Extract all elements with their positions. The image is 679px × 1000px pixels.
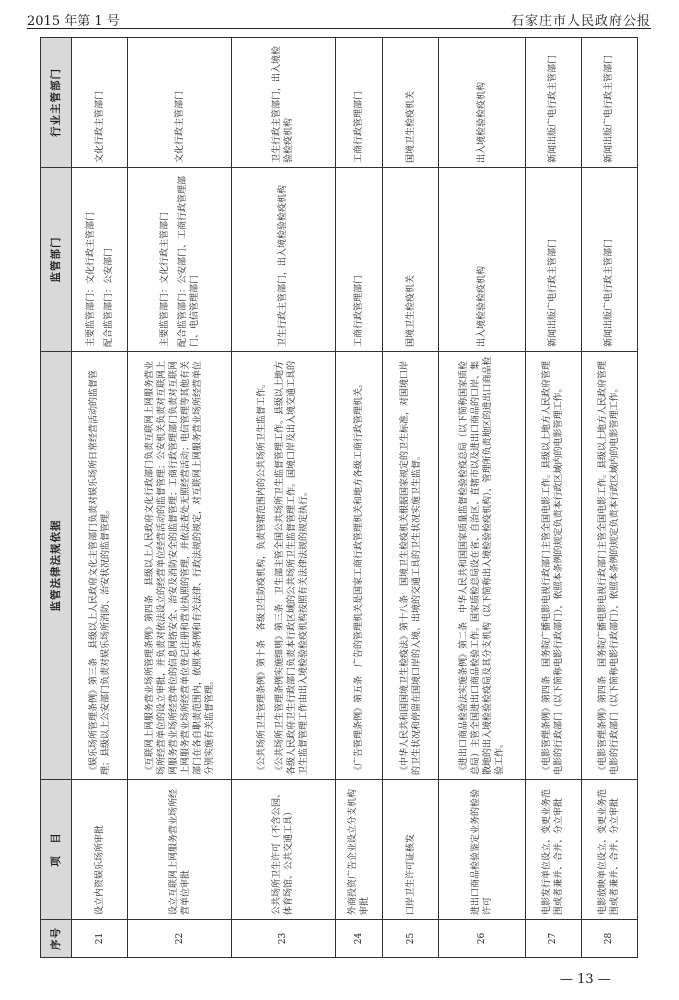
issue-label: 2015 年第 1 号 bbox=[27, 14, 120, 29]
row-item: 设立内资娱乐场所审批 bbox=[72, 780, 128, 920]
dept-line: 新闻出版广电行政主管部门 bbox=[548, 238, 559, 347]
col-header-industry: 行业主管部门 bbox=[41, 38, 72, 168]
col-header-no: 序号 bbox=[41, 920, 72, 958]
table-row bbox=[335, 38, 383, 958]
basis-paragraph: 《进出口商品检验法实施条例》第二条 中华人民共和国国家质量监督检验检疫总局（以下简称国家质检总局）主管全国进出口商品检验工作。国家质检总局设在省、自治区、直辖市以及进出口商品的口岸、集散地的出入境检验检疫局及其分支机构（以下简称出入境检验检疫机构），管理所负责地区的进出口商品检验工作。 bbox=[458, 356, 505, 775]
dept-line: 工商行政管理部门 bbox=[353, 274, 364, 347]
table-row bbox=[231, 38, 335, 958]
row-industry: 工商行政管理部门 bbox=[335, 38, 383, 168]
table-row bbox=[525, 38, 581, 958]
dept-line: 主要监管部门：文化行政主管部门 bbox=[159, 211, 170, 347]
row-number: 27 bbox=[525, 920, 581, 958]
row-number: 24 bbox=[335, 920, 383, 958]
row-basis bbox=[335, 352, 383, 780]
table-row bbox=[72, 38, 128, 958]
row-basis bbox=[72, 352, 128, 780]
row-basis bbox=[231, 352, 335, 780]
row-basis bbox=[383, 352, 439, 780]
basis-paragraph: 《娱乐场所管理条例》第三条 县级以上人民政府文化主管部门负责对娱乐场所日常经营活动的监督管理；县级以上公安部门负责对娱乐场所消防、治安状况的监督管理。 bbox=[88, 369, 111, 775]
row-number: 26 bbox=[439, 920, 525, 958]
row-industry: 文化行政主管部门 bbox=[128, 38, 232, 168]
basis-paragraph: 《中华人民共和国国境卫生检疫法》第十八条 国境卫生检疫机关根据国家规定的卫生标准，对国境口岸的卫生状况和停留在国境口岸的入境、出境的交通工具的卫生状况实施卫生监督。 bbox=[399, 360, 422, 775]
row-number: 28 bbox=[581, 920, 637, 958]
row-number: 22 bbox=[128, 920, 232, 958]
row-industry: 卫生行政主管部门，出入境检验检疫机构 bbox=[231, 38, 335, 168]
dept-line: 新闻出版广电行政主管部门 bbox=[604, 238, 615, 347]
table-header-row bbox=[41, 38, 72, 958]
row-dept bbox=[335, 168, 383, 352]
row-item: 电影发行单位设立、变更业务范围或者兼并、合并、分立审批 bbox=[525, 780, 581, 920]
row-basis bbox=[439, 352, 525, 780]
basis-paragraph: 《广告管理条例》第五条 广告的管理机关是国家工商行政管理机关和地方各级工商行政管理机关。 bbox=[353, 378, 364, 775]
row-basis bbox=[525, 352, 581, 780]
page-number: — 13 — bbox=[560, 972, 611, 987]
row-item: 外商投资广告企业设立分支机构审批 bbox=[335, 780, 383, 920]
row-industry: 出入境检验检疫机构 bbox=[439, 38, 525, 168]
row-industry: 新闻出版广电行政主管部门 bbox=[581, 38, 637, 168]
basis-paragraph: 《电影管理条例》第四条 国务院广播电影电视行政部门主管全国电影工作。县级以上地方人民政府管理电影的行政部门（以下简称电影行政部门），依照本条例的规定负责本行政区域内的电影管理工作。 bbox=[598, 360, 621, 775]
row-dept bbox=[128, 168, 232, 352]
row-number: 23 bbox=[231, 920, 335, 958]
row-item: 进出口商品检验鉴定业务的检验许可 bbox=[439, 780, 525, 920]
row-number: 21 bbox=[72, 920, 128, 958]
row-dept bbox=[72, 168, 128, 352]
basis-paragraph: 《互联网上网服务营业场所管理条例》第四条 县级以上人民政府文化行政部门负责互联网上网服务营业场所经营单位的设立审批，并负责对依法设立的经营单位经营活动的监督管理；公安机关负责对互联网上网服务营业场所经营单位的信息网络安全、治安及消防安全的监督管理；工商行政管理部门负责对互联网上网服务营业场所经营单位登记注册和营业执照的管理，并依法查处无照经营活动；电信管理等其他有关部门在各自职责范围内，依照本条例和有关法律、行政法规的规定，对互联网上网服务营业场所经营单位分别实施有关监督管理。 bbox=[144, 360, 215, 775]
row-dept bbox=[581, 168, 637, 352]
col-header-basis: 监管法律法规依据 bbox=[41, 352, 72, 780]
row-item: 口岸卫生许可证核发 bbox=[383, 780, 439, 920]
basis-paragraph: 《电影管理条例》第四条 国务院广播电影电视行政部门主管全国电影工作。县级以上地方人民政府管理电影的行政部门（以下简称电影行政部门），依照本条例的规定负责本行政区域内的电影管理工作。 bbox=[542, 360, 565, 775]
table-row bbox=[383, 38, 439, 958]
regulation-table bbox=[40, 38, 638, 958]
publication-title: 石家庄市人民政府公报 bbox=[510, 14, 651, 29]
row-item: 设立互联网上网服务营业场所经营单位审批 bbox=[128, 780, 232, 920]
row-dept bbox=[231, 168, 335, 352]
row-dept bbox=[525, 168, 581, 352]
row-basis bbox=[581, 352, 637, 780]
col-header-item: 项 目 bbox=[41, 780, 72, 920]
row-dept bbox=[439, 168, 525, 352]
dept-line: 国境卫生检疫机关 bbox=[405, 274, 416, 347]
dept-line: 出入境检验检疫机构 bbox=[476, 265, 487, 347]
dept-line: 卫生行政主管部门，出入境检验检疫机构 bbox=[278, 184, 289, 347]
row-dept bbox=[383, 168, 439, 352]
row-number: 25 bbox=[383, 920, 439, 958]
row-industry: 文化行政主管部门 bbox=[72, 38, 128, 168]
row-industry: 新闻出版广电行政主管部门 bbox=[525, 38, 581, 168]
basis-paragraph: 《公共场所卫生管理条例》第十条 各级卫生防疫机构，负责管辖范围内的公共场所卫生监督工作。 bbox=[257, 378, 268, 775]
dept-line: 配合监管部门：公安部门、工商行政管理部门、电信管理部门 bbox=[177, 175, 200, 347]
col-header-dept: 监管部门 bbox=[41, 168, 72, 352]
table-row bbox=[439, 38, 525, 958]
basis-paragraph: 《公共场所卫生管理条例实施细则》第三条 卫生部主管全国公共场所卫生监督管理工作。县级以上地方各级人民政府卫生行政部门负责本行政区域的公共场所卫生监督管理工作。国境口岸及出入境交通工具的卫生监督管理工作由出入境检验检疫机构按照有关法律法规的规定执行。 bbox=[275, 360, 310, 775]
table-row bbox=[581, 38, 637, 958]
table-row bbox=[128, 38, 232, 958]
row-basis bbox=[128, 352, 232, 780]
dept-line: 配合监管部门：公安部门 bbox=[103, 247, 114, 347]
dept-line: 主要监管部门：文化行政主管部门 bbox=[85, 211, 96, 347]
row-item: 电影放映单位设立、变更业务范围或者兼并、合并、分立审批 bbox=[581, 780, 637, 920]
row-industry: 国境卫生检疫机关 bbox=[383, 38, 439, 168]
row-item: 公共场所卫生许可（不含公园、体育场馆、公共交通工具） bbox=[231, 780, 335, 920]
